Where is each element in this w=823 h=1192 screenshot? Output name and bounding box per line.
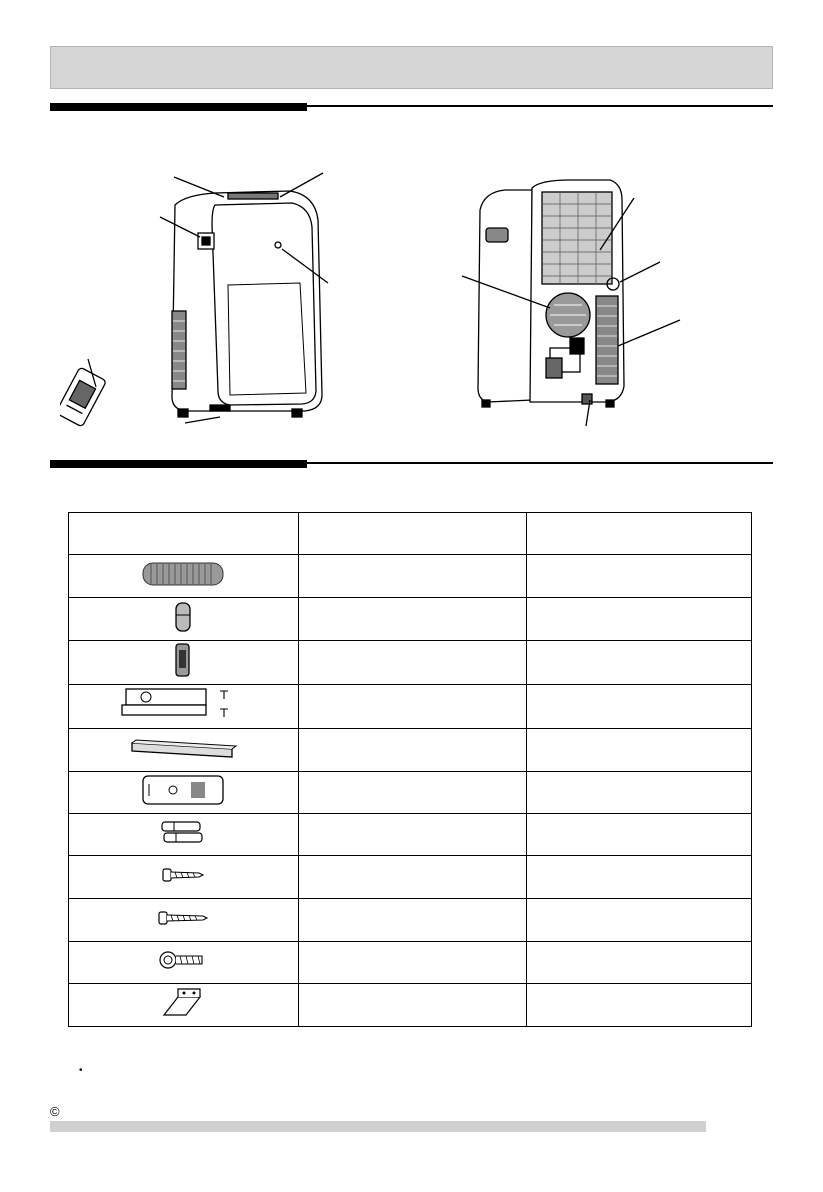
header-cell — [69, 513, 299, 555]
part-qty — [526, 772, 751, 814]
copyright-symbol: © — [50, 1104, 60, 1119]
exhaust-hose-icon — [141, 561, 225, 587]
part-name — [298, 984, 526, 1027]
long-screw-icon — [155, 910, 211, 926]
part-qty — [526, 899, 751, 942]
section-rule-thin — [307, 105, 773, 107]
section-rule-thin — [307, 462, 773, 464]
hose-adapter-flat-icon — [173, 642, 193, 678]
part-qty — [526, 641, 751, 685]
short-screw-icon — [159, 867, 207, 883]
footer-bar — [50, 1121, 706, 1132]
part-qty — [526, 598, 751, 641]
table-row — [69, 856, 752, 899]
part-name — [298, 772, 526, 814]
part-qty — [526, 942, 751, 984]
header-bar — [50, 46, 773, 89]
table-row — [69, 899, 752, 942]
part-qty — [526, 984, 751, 1027]
section-rule-thick — [50, 103, 307, 111]
part-name — [298, 899, 526, 942]
part-name — [298, 641, 526, 685]
table-row — [69, 942, 752, 984]
hose-adapter-round-icon — [173, 601, 193, 633]
part-qty — [526, 685, 751, 729]
table-row — [69, 641, 752, 685]
table-row — [69, 555, 752, 598]
section-rule-thick — [50, 460, 307, 468]
aaa-batteries-icon — [158, 818, 208, 846]
front-view-diagram — [60, 165, 360, 430]
table-row — [69, 729, 752, 772]
part-name — [298, 598, 526, 641]
part-name — [298, 685, 526, 729]
header-cell — [298, 513, 526, 555]
part-name — [298, 856, 526, 899]
part-qty — [526, 814, 751, 856]
remote-control-icon — [60, 367, 106, 427]
foam-seal-strip-icon — [128, 737, 238, 759]
table-row — [69, 772, 752, 814]
table-row — [69, 814, 752, 856]
header-cell — [526, 513, 751, 555]
part-name — [298, 555, 526, 598]
parts-table — [68, 512, 752, 1027]
table-row — [69, 685, 752, 729]
table-header-row — [69, 513, 752, 555]
note-bullet: • — [79, 1065, 83, 1076]
bolt-with-washer-icon — [158, 950, 208, 970]
part-name — [298, 814, 526, 856]
part-qty — [526, 729, 751, 772]
rear-view-diagram — [450, 170, 690, 440]
l-bracket-icon — [160, 987, 206, 1019]
table-row — [69, 598, 752, 641]
window-slider-kit-icon — [120, 685, 246, 723]
remote-control-icon — [141, 774, 225, 806]
part-qty — [526, 856, 751, 899]
part-name — [298, 942, 526, 984]
part-qty — [526, 555, 751, 598]
table-row — [69, 984, 752, 1027]
part-name — [298, 729, 526, 772]
